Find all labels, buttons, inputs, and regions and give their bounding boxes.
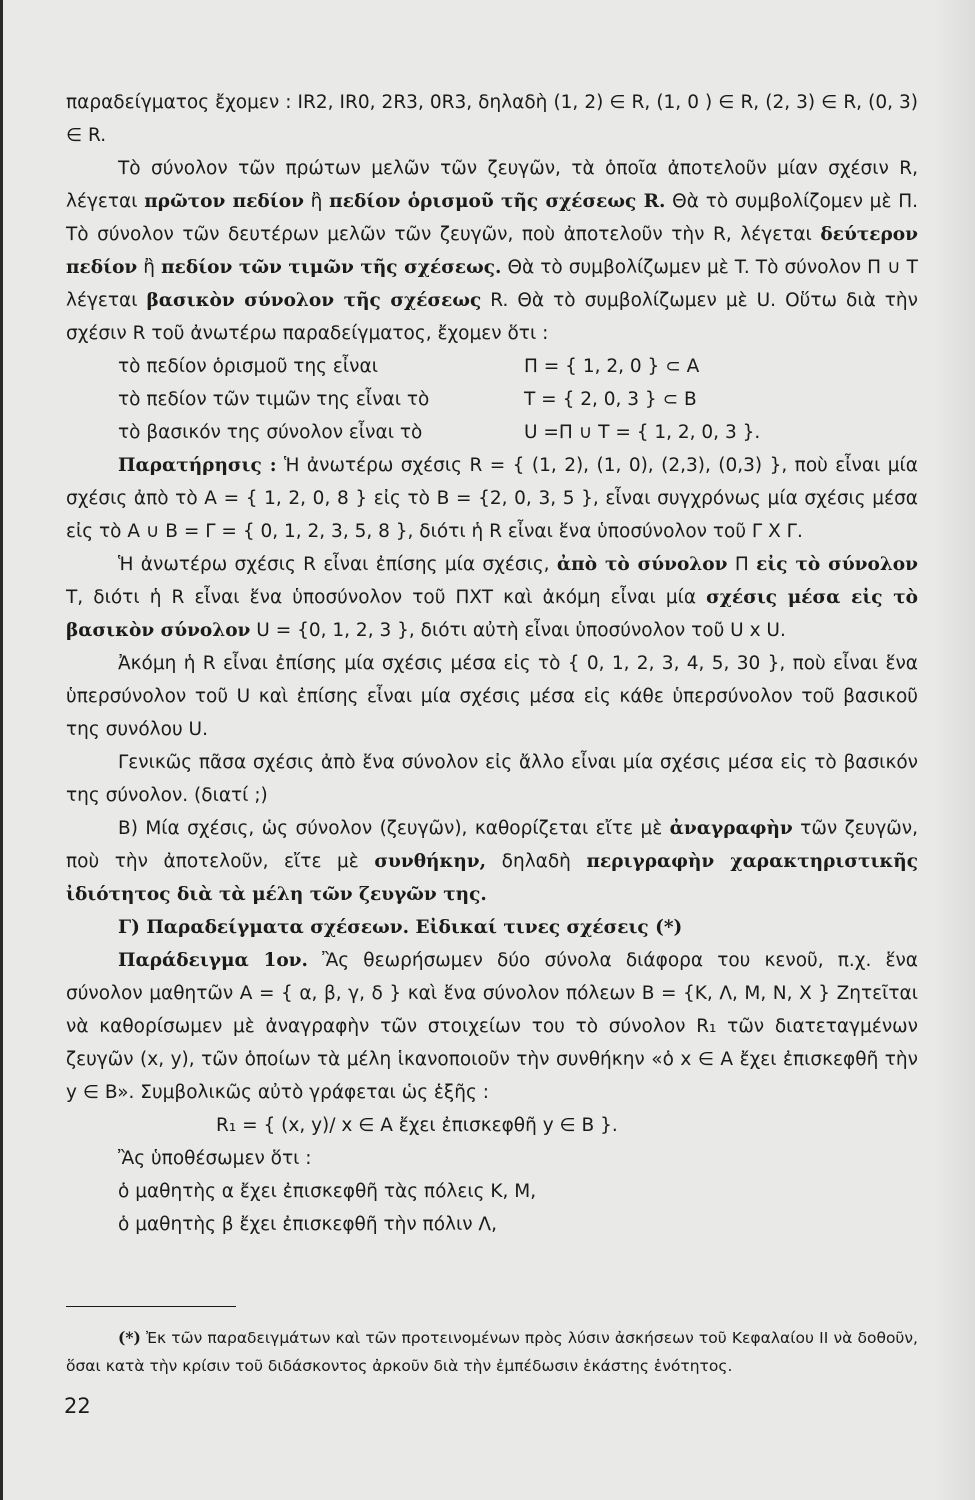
list-item: ὁ μαθητὴς α ἔχει ἐπισκεφθῆ τὰς πόλεις K, M, <box>118 1181 537 1202</box>
assume-line: Ἂς ὑποθέσωμεν ὅτι : <box>118 1148 312 1169</box>
term-first-field: πρῶτον πεδίον <box>144 191 304 212</box>
page-body <box>66 86 918 1241</box>
term-range: πεδίον τῶν τιμῶν τῆς σχέσεως. <box>161 257 502 278</box>
paragraph-relation-from-to: Ἡ ἀνωτέρω σχέσις R εἶναι ἐπίσης μία σχέσις, ἀπὸ τὸ σύνολον Π εἰς τὸ σύνολον T, διότι ἡ R εἶναι ἕνα ὑποσύνολον τοῦ ΠXT καὶ ἀκόμη εἶναι μία σχέσις μέσα εἰς τὸ βασικὸν σύνολον U = {0, 1, 2, 3 }, διότι αὐτὴ εἶναι ὑποσύνολον τοῦ U x U. <box>66 554 918 641</box>
footnote-divider <box>66 1306 236 1307</box>
paragraph-general: Γενικῶς πᾶσα σχέσις ἀπὸ ἕνα σύνολον εἰς ἄλλο εἶναι μία σχέσις μέσα εἰς τὸ βασικόν της σύνολον. (διατί ;) <box>66 752 918 806</box>
section-heading-examples: Γ) Παραδείγματα σχέσεων. Εἰδικαί τινες σχέσεις (*) <box>118 917 683 938</box>
list-item: ὁ μαθητὴς β ἔχει ἐπισκεφθῆ τὴν πόλιν Λ, <box>118 1214 497 1235</box>
definition-row-domain: τὸ πεδίον ὁρισμοῦ της εἶναι Π = { 1, 2, 0 } ⊂ A <box>118 356 700 377</box>
paragraph-observation: Παρατήρησις : Ἡ ἀνωτέρω σχέσις R = { (1, 2), (1, 0), (2,3), (0,3) }, ποὺ εἶναι μία σχέσις ἀπὸ τὸ A = { 1, 2, 0, 8 } εἰς τὸ B = {2, 0, 3, 5 }, εἶναι συγχρόνως μία σχέσις μέσα εἰς τὸ A ∪ B = Γ = { 0, 1, 2, 3, 5, 8 }, διότι ἡ R εἶναι ἕνα ὑποσύνολον τοῦ Γ X Γ. <box>66 455 918 542</box>
scan-shadow <box>935 0 975 1500</box>
footnote-mark: (*) <box>118 1328 141 1347</box>
term-domain: πεδίον ὁρισμοῦ τῆς σχέσεως R. <box>329 191 666 212</box>
footnote: (*) Ἐκ τῶν παραδειγμάτων καὶ τῶν προτεινομένων πρὸς λύσιν ἀσκήσεων τοῦ Κεφαλαίου II νὰ δοθοῦν, ὅσαι κατὰ τὴν κρίσιν τοῦ διδάσκοντος ἀρκοῦν διὰ τὴν ἐμπέδωσιν ἑκάστης ἑνότητος. <box>66 1328 918 1375</box>
paragraph-section-b: B) Μία σχέσις, ὡς σύνολον (ζευγῶν), καθορίζεται εἴτε μὲ ἀναγραφὴν τῶν ζευγῶν, ποὺ τὴν ἀποτελοῦν, εἴτε μὲ συνθήκην, δηλαδὴ περιγραφὴν χαρακτηριστικῆς ἰδιότητος διὰ τὰ μέλη τῶν ζευγῶν της. <box>66 818 918 905</box>
scan-edge <box>0 0 3 1500</box>
example-label: Παράδειγμα 1ον. <box>118 950 308 971</box>
paragraph-superset: Ἀκόμη ἡ R εἶναι ἐπίσης μία σχέσις μέσα εἰς τὸ { 0, 1, 2, 3, 4, 5, 30 }, ποὺ εἶναι ἕνα ὑπερσύνολον τοῦ U καὶ ἐπίσης εἶναι μία σχέσις μέσα εἰς κάθε ὑπερσύνολον τοῦ βασικοῦ της συνόλου U. <box>66 653 918 740</box>
paragraph-example-pairs: παραδείγματος ἔχομεν : IR2, IR0, 2R3, 0R3, δηλαδὴ (1, 2) ∈ R, (1, 0 ) ∈ R, (2, 3) ∈ R, (0, 3) ∈ R. <box>66 92 918 146</box>
paragraph-fields-definition: Τὸ σύνολον τῶν πρώτων μελῶν τῶν ζευγῶν, τὰ ὁποῖα ἀποτελοῦν μίαν σχέσιν R, λέγεται πρῶτον πεδίον ἢ πεδίον ὁρισμοῦ τῆς σχέσεως R. Θὰ τὸ συμβολίζομεν μὲ Π. Τὸ σύνολον τῶν δευτέρων μελῶν τῶν ζευγῶν, ποὺ ἀποτελοῦν τὴν R, λέγεται δεύτερον πεδίον ἢ πεδίον τῶν τιμῶν τῆς σχέσεως. Θὰ τὸ συμβολίζωμεν μὲ T. Τὸ σύνολον Π ∪ T λέγεται βασικὸν σύνολον τῆς σχέσεως R. Θὰ τὸ συμβολίζωμεν μὲ U. Οὕτω διὰ τὴν σχέσιν R τοῦ ἀνωτέρω παραδείγματος, ἔχομεν ὅτι : <box>66 158 918 344</box>
definition-row-range: τὸ πεδίον τῶν τιμῶν της εἶναι τὸ T = { 2, 0, 3 } ⊂ B <box>118 389 697 410</box>
page-number: 22 <box>64 1394 91 1418</box>
observation-label: Παρατήρησις : <box>118 455 277 476</box>
paragraph-example-1: Παράδειγμα 1ον. Ἂς θεωρήσωμεν δύο σύνολα διάφορα του κενοῦ, π.χ. ἕνα σύνολον μαθητῶν A = { α, β, γ, δ } καὶ ἕνα σύνολον πόλεων B = {K, Λ, M, N, X } Ζητεῖται νὰ καθορίσωμεν μὲ ἀναγραφὴν τῶν στοιχείων του τὸ σύνολον R₁ τῶν διατεταγμένων ζευγῶν (x, y), τῶν ὁποίων τὰ μέλη ἱκανοποιοῦν τὴν συνθήκην «ὁ x ∈ A ἔχει ἐπισκεφθῆ τὴν y ∈ B». Συμβολικῶς αὐτὸ γράφεται ὡς ἑξῆς : <box>66 950 918 1103</box>
equation-r1: R₁ = { (x, y)/ x ∈ A ἔχει ἐπισκεφθῆ y ∈ B }. <box>216 1115 618 1136</box>
term-second-field: δεύτερον πεδίον <box>66 224 918 278</box>
definition-row-basic-set: τὸ βασικόν της σύνολον εἶναι τὸ U =Π ∪ T = { 1, 2, 0, 3 }. <box>118 422 761 443</box>
term-basic-set: βασικὸν σύνολον τῆς σχέσεως <box>146 290 482 311</box>
